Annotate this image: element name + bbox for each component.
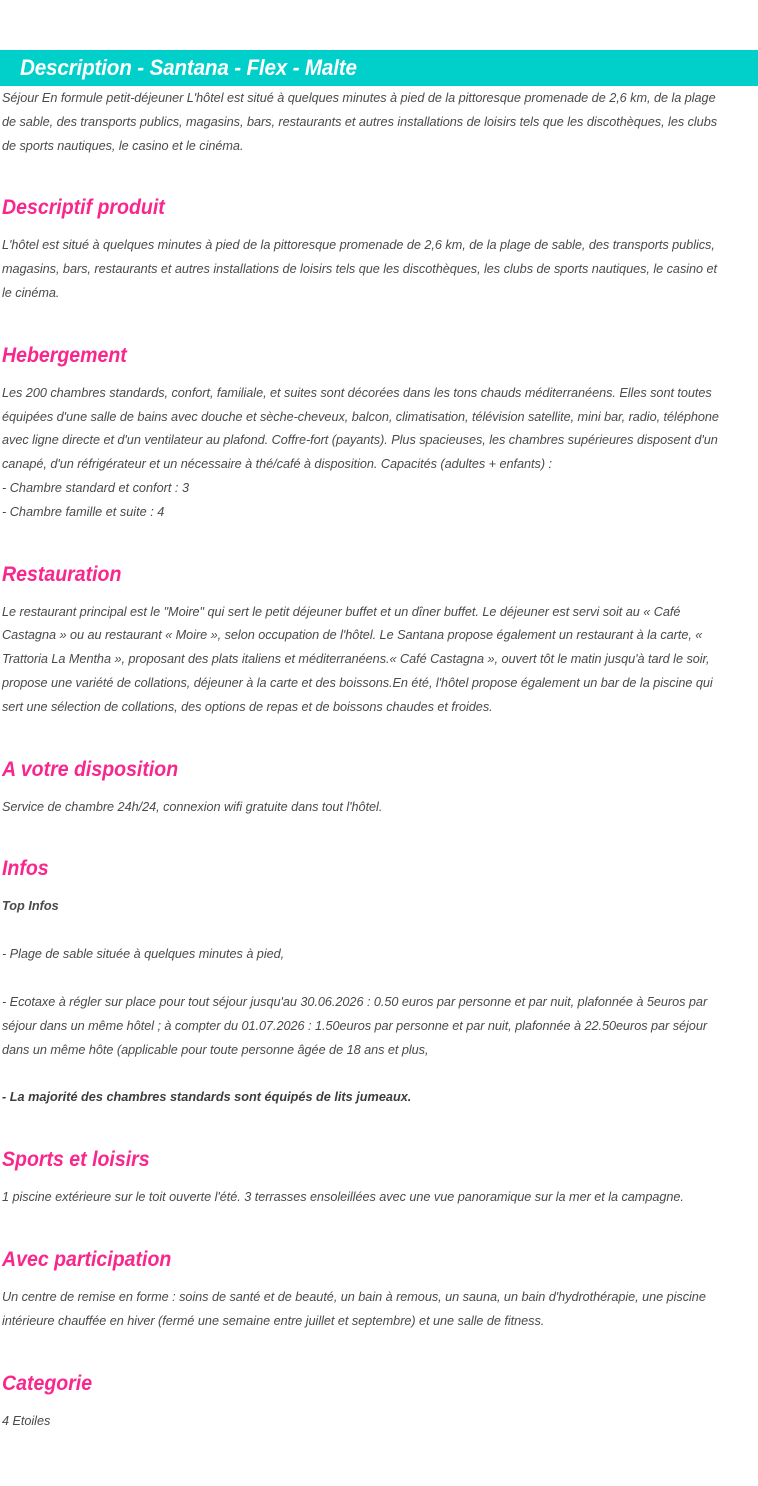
bottom-spacer [2, 1432, 754, 1458]
participation-body: Un centre de remise en forme : soins de santé et de beauté, un bain à remous, un sauna, un bain d'hydrothérapie, une piscine intérieure chauffée en hiver (fermé une semaine entre juillet et septembre) et une salle de fitness. [2, 1288, 706, 1328]
section-hebergement-header [2, 343, 754, 369]
section-categorie-header [2, 1371, 754, 1397]
subheading-top-infos: Top Infos [2, 898, 59, 914]
section-participation-header [2, 1247, 754, 1273]
infos-item-lits-jumeaux: - La majorité des chambres standards sont équipés de lits jumeaux. [2, 1089, 412, 1105]
heading-categorie: Categorie [2, 1371, 93, 1395]
intro-paragraph: Séjour En formule petit-déjeuner L'hôtel est situé à quelques minutes à pied de la pittoresque promenade de 2,6 km, de la plage de sable, des transports publics, magasins, bars, restaurants et autres installations de loisirs tels que les discothèques, les clubs de sports nautiques, le casino et le cinéma. [2, 90, 718, 153]
heading-restauration: Restauration [2, 562, 122, 586]
list-item: - Chambre standard et confort : 3 [2, 479, 190, 495]
infos-spacer-2 [2, 966, 754, 990]
infos-item-plage: - Plage de sable située à quelques minutes à pied, [2, 946, 285, 962]
infos-block [2, 894, 754, 1109]
section-sports-header [2, 1147, 754, 1173]
descriptif-body: L'hôtel est situé à quelques minutes à pied de la pittoresque promenade de 2,6 km, de la plage de sable, des transports publics, magasins, bars, restaurants et autres installations de loisirs tels que les discothèques, les clubs de sports nautiques, le casino et le cinéma. [2, 237, 718, 300]
section-infos-header [2, 856, 754, 882]
heading-sports-et-loisirs: Sports et loisirs [2, 1148, 150, 1172]
section-descriptif-header [2, 195, 754, 221]
heading-a-votre-disposition: A votre disposition [2, 757, 179, 781]
top-spacer [0, 0, 758, 50]
disposition-body: Service de chambre 24h/24, connexion wifi gratuite dans tout l'hôtel. [2, 798, 383, 814]
page-header-bar [0, 50, 758, 86]
hebergement-capacities [2, 476, 754, 524]
heading-descriptif-produit: Descriptif produit [2, 196, 165, 220]
infos-item-ecotaxe: - Ecotaxe à régler sur place pour tout séjour jusqu'au 30.06.2026 : 0.50 euros par personne et par nuit, plafonnée à 5euros par séjour dans un même hôtel ; à compter du 01.07.2026 : 1.50euros par personne et par nuit, plafonnée à 22.50euros par séjour dans un même hôte (applicable pour toute personne âgée de 18 ans et plus, [2, 993, 708, 1057]
section-restauration-header [2, 562, 754, 588]
categorie-body: 4 Etoiles [2, 1412, 51, 1428]
hebergement-body: Les 200 chambres standards, confort, familiale, et suites sont décorées dans les tons chauds méditerranéens. Elles sont toutes équipées d'une salle de bains avec douche et sèche-cheveux, balcon, climatisation, télévision satellite, mini bar, radio, téléphone avec ligne directe et d'un ventilateur au plafond. Coffre-fort (payants). Plus spacieuses, les chambres supérieures disposent d'un canapé, d'un réfrigérateur et un nécessaire à thé/café à disposition. Capacités (adultes + enfants) : [2, 384, 719, 472]
heading-avec-participation: Avec participation [2, 1247, 172, 1271]
list-item: - Chambre famille et suite : 4 [2, 503, 165, 519]
sports-body: 1 piscine extérieure sur le toit ouverte l'été. 3 terrasses ensoleillées avec une vue panoramique sur la mer et la campagne. [2, 1189, 684, 1205]
infos-spacer-1 [2, 918, 754, 942]
section-disposition-header [2, 757, 754, 783]
infos-spacer-3 [2, 1061, 754, 1085]
restauration-body: Le restaurant principal est le "Moire" qui sert le petit déjeuner buffet et un dîner buffet. Le déjeuner est servi soit au « Café Castagna » ou au restaurant « Moire », selon occupation de l'hôtel. Le Santana propose également un restaurant à la carte, « Trattoria La Mentha », proposant des plats italiens et méditerranéens.« Café Castagna », ouvert tôt le matin jusqu'à tard le soir, propose une variété de collations, déjeuner à la carte et des boissons.En été, l'hôtel propose également un bar de la piscine qui sert une sélection de collations, des options de repas et de boissons chaudes et froides. [2, 603, 713, 714]
page-title: Description - Santana - Flex - Malte [20, 55, 357, 80]
page-content [0, 86, 758, 1458]
heading-infos: Infos [2, 857, 49, 881]
heading-hebergement: Hebergement [2, 343, 127, 367]
